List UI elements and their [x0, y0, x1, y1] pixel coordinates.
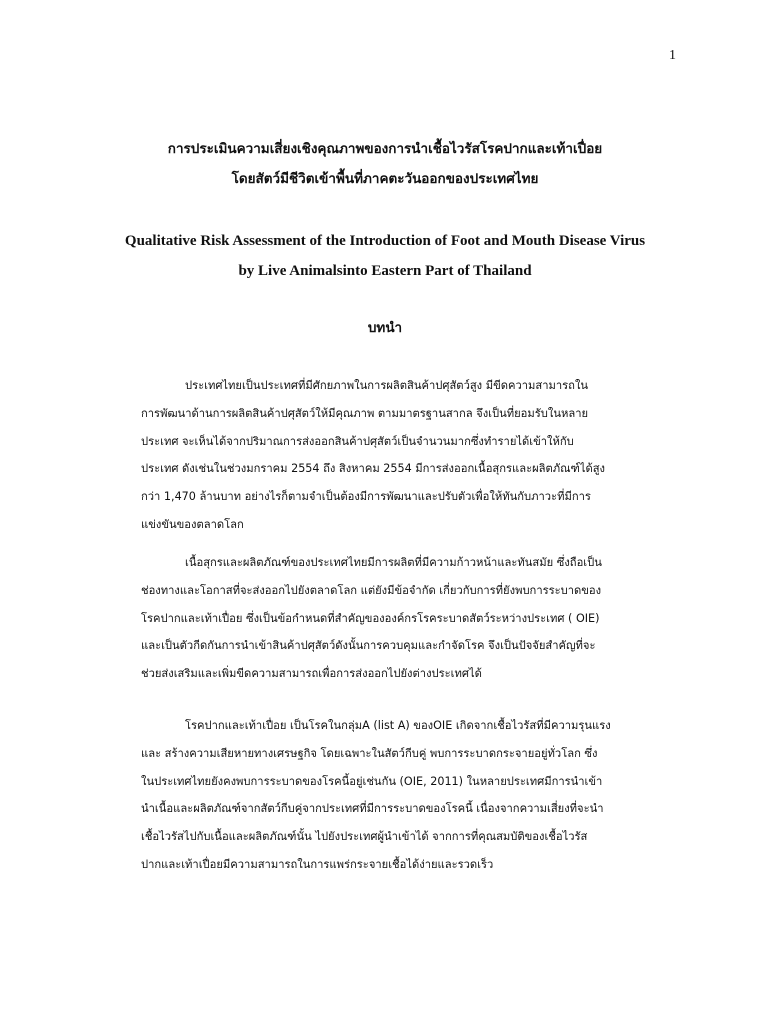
paragraph-line: ช่องทางและโอกาสที่จะส่งออกไปยังตลาดโลก แต่ยังมีข้อจำกัด เกี่ยวกับการที่ยังพบการระบาดของ: [141, 583, 602, 597]
paragraph-3: [141, 712, 676, 879]
paragraph-line: ปากและเท้าเปื่อยมีความสามารถในการแพร่กระจายเชื้อได้ง่ายและรวดเร็ว: [141, 857, 494, 871]
english-title-line-1: Qualitative Risk Assessment of the Introduction of Foot and Mouth Disease Virus: [124, 233, 646, 249]
paragraph-line: เนื้อสุกรและผลิตภัณฑ์ของประเทศไทยมีการผลิตที่มีความก้าวหน้าและทันสมัย ซึ่งถือเป็น: [185, 556, 602, 569]
paragraph-2: [141, 549, 676, 688]
paragraph-line: ประเทศไทยเป็นประเทศที่มีศักยภาพในการผลิตสินค้าปศุสัตว์สูง มีขีดความสามารถใน: [185, 379, 589, 392]
page-number: 1: [669, 48, 676, 63]
english-title: [0, 226, 770, 286]
paragraph-line: โรคปากและเท้าเปื่อย เป็นโรคในกลุ่มA (list A) ของOIE เกิดจากเชื้อไวรัสที่มีความรุนแรง: [185, 719, 611, 732]
paragraph-line: และ สร้างความเสียหายทางเศรษฐกิจ โดยเฉพาะในสัตว์กีบคู่ พบการระบาดกระจายอยู่ทั่วโลก ซึ่ง: [141, 746, 598, 760]
thai-title-line-1: การประเมินความเสี่ยงเชิงคุณภาพของการนำเชื้อไวรัสโรคปากและเท้าเปื่อย: [167, 141, 603, 157]
paragraph-line: ประเทศ ดังเช่นในช่วงมกราคม 2554 ถึง สิงหาคม 2554 มีการส่งออกเนื้อสุกรและผลิตภัณฑ์ได้สูง: [141, 462, 605, 476]
paragraph-line: ประเทศ จะเห็นได้จากปริมาณการส่งออกสินค้าปศุสัตว์เป็นจำนวนมากซึ่งทำรายได้เข้าให้กับ: [141, 434, 574, 448]
english-title-line-2: by Live Animalsinto Eastern Part of Thailand: [238, 263, 532, 279]
paragraph-line: ช่วยส่งเสริมและเพิ่มขีดความสามารถเพื่อการส่งออกไปยังต่างประเทศได้: [141, 667, 482, 681]
paragraph-line: การพัฒนาด้านการผลิตสินค้าปศุสัตว์ให้มีคุณภาพ ตามมาตรฐานสากล จึงเป็นที่ยอมรับในหลาย: [141, 406, 589, 420]
paragraph-line: แข่งขันของตลาดโลก: [141, 517, 244, 531]
paragraph-line: เชื้อไวรัสไปกับเนื้อและผลิตภัณฑ์นั้น ไปยังประเทศผู้นำเข้าได้ จากการที่คุณสมบัติของเชื้อไวรัส: [141, 830, 588, 844]
paragraph-line: นำเนื้อและผลิตภัณฑ์จากสัตว์กีบคู่จากประเทศที่มีการระบาดของโรคนี้ เนื่องจากความเสี่ยงที่จะนำ: [141, 802, 604, 816]
paragraph-1: [141, 372, 676, 539]
paragraph-line: กว่า 1,470 ล้านบาท อย่างไรก็ตามจำเป็นต้องมีการพัฒนาและปรับตัวเพื่อให้ทันกับภาวะที่มีการ: [141, 490, 591, 504]
section-heading: บทนำ: [367, 320, 403, 336]
paragraph-line: ในประเทศไทยยังคงพบการระบาดของโรคนี้อยู่เช่นกัน (OIE, 2011) ในหลายประเทศมีการนำเข้า: [141, 774, 603, 788]
thai-title-line-2: โดยสัตว์มีชีวิตเข้าพื้นที่ภาคตะวันออกของประเทศไทย: [231, 171, 539, 187]
thai-title: [0, 134, 770, 194]
paragraph-line: และเป็นตัวกีดกันการนำเข้าสินค้าปศุสัตว์ดังนั้นการควบคุมและกำจัดโรค จึงเป็นปัจจัยสำคัญที่จะ: [141, 639, 596, 653]
paragraph-line: โรคปากและเท้าเปื่อย ซึ่งเป็นข้อกำหนดที่สำคัญขององค์กรโรคระบาดสัตว์ระหว่างประเทศ ( OIE): [141, 611, 600, 625]
